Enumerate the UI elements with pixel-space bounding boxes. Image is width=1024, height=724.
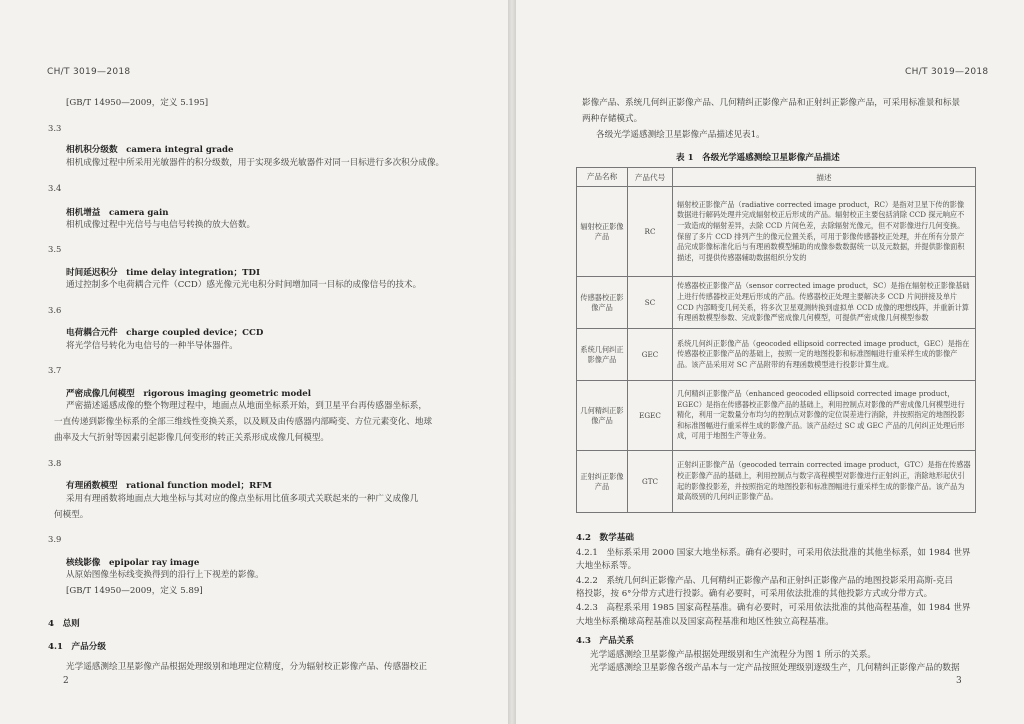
section-heading: 4.3 产品关系	[576, 636, 634, 646]
entry-definition: 曲率及大气折射等因素引起影像几何变形的转正关系形成成像几何模型。	[54, 433, 330, 443]
entry-number: 3.7	[48, 365, 62, 375]
product-name: 辐射校正影像产品	[577, 187, 628, 277]
product-name: 几何精纠正影像产品	[577, 381, 628, 451]
entry-definition: 将光学信号转化为电信号的一种半导体器件。	[66, 341, 238, 351]
entry-term: 有理函数模型 rational function model；RFM	[66, 481, 272, 491]
entry-definition: 一直传递到影像坐标系的全部三维线性变换关系，以及顾及由传感器内部畸变、方位元素变化、地球	[54, 417, 433, 427]
entry-term: 相机增益 camera gain	[66, 208, 169, 218]
product-description: 几何精纠正影像产品（enhanced geocoded ellipsoid corrected image product，EGEC）是指在传感器校正影像产品的基础上，利用控制点对影像的严密成像几何模型进行精化，利用一定数量分布均匀的控制点对影像的定位误差进行消除，并按照指定的地图投影和标准图幅进行重采样生成的影像产品。该产品经过 SC 或 GEC 产品的几何纠正处理后形成，可用于地图生产等业务。	[673, 381, 976, 451]
paragraph-line: 4.2.1 坐标系采用 2000 国家大地坐标系。确有必要时，可采用依法批准的其他坐标系，如 1984 世界	[576, 548, 971, 558]
paragraph-line: 大地坐标系椭球高程基准以及国家高程基准和地区性独立高程基准。	[576, 617, 834, 627]
entry-term: 核线影像 epipolar ray image	[66, 558, 200, 568]
paragraph-line: 光学遥感测绘卫星影像各级产品本与一定产品按照处理级别逐级生产，几何精纠正影像产品的数据	[590, 663, 960, 673]
entry-definition: 通过控制多个电荷耦合元件（CCD）感光像元光电积分时间增加同一目标的成像信号的技术。	[66, 280, 422, 290]
left-page-number: 2	[63, 676, 69, 686]
product-code: SC	[628, 277, 673, 329]
product-description: 正射纠正影像产品（geocoded terrain corrected image product，GTC）是指在传感器校正影像产品的基础上，利用控制点与数字高程模型对影像进行正射纠正，消除地形起伏引起的影像投影差，并按照指定的地图投影和标准图幅进行重采样生成的影像产品。该产品为最高级别的几何纠正影像产品。	[673, 451, 976, 513]
table-row	[577, 187, 976, 277]
table-row	[577, 277, 976, 329]
entry-definition: 采用有理函数将地面点大地坐标与其对应的像点坐标用比值多项式关联起来的一种广义成像几	[66, 494, 419, 504]
paragraph-line: 大地坐标系等。	[576, 561, 637, 571]
table-caption: 表 1 各级光学遥感测绘卫星影像产品描述	[676, 153, 840, 163]
paragraph-line: 光学遥感测绘卫星影像产品根据处理级别和地理定位精度，分为辐射校正影像产品、传感器校正	[66, 662, 427, 672]
paragraph-line: 各级光学遥感测绘卫星影像产品描述见表1。	[596, 130, 765, 140]
section-heading: 4 总则	[48, 619, 80, 629]
section-heading: 4.2 数学基础	[576, 533, 634, 543]
product-code: GEC	[628, 329, 673, 381]
entry-number: 3.8	[48, 458, 62, 468]
product-name: 系统几何纠正影像产品	[577, 329, 628, 381]
entry-term: 严密成像几何模型 rigorous imaging geometric model	[66, 389, 311, 399]
entry-term: 相机积分级数 camera integral grade	[66, 145, 234, 155]
right-page-number: 3	[956, 676, 962, 686]
entry-definition: 相机成像过程中光信号与电信号转换的放大倍数。	[66, 220, 256, 230]
product-code: EGEC	[628, 381, 673, 451]
left-page-header: CH/T 3019—2018	[47, 67, 131, 77]
product-description: 系统几何纠正影像产品（geocoded ellipsoid corrected image product，GEC）是指在传感器校正影像产品的基础上，按照一定的地图投影和标准图幅进行重采样生成的影像产品。该产品采用对 SC 产品附带的有理函数模型进行投影计算生成。	[673, 329, 976, 381]
entry-definition: 从原始图像坐标线变换得到的沿行上下视差的影像。	[66, 570, 264, 580]
entry-definition: 严密描述遥感成像的整个物理过程中，地面点从地面坐标系开始，到卫星平台再传感器坐标系，	[66, 401, 427, 411]
paragraph-line: 4.2.3 高程系采用 1985 国家高程基准。确有必要时，可采用依法批准的其他高程基准，如 1984 世界	[576, 603, 971, 613]
table-header-cell: 描述	[673, 168, 976, 187]
book-gutter	[508, 0, 516, 724]
table-header-cell: 产品名称	[577, 168, 628, 187]
entry-term: 电荷耦合元件 charge coupled device；CCD	[66, 328, 264, 338]
entry-number: 3.6	[48, 305, 62, 315]
paragraph-line: 4.2.2 系统几何纠正影像产品、几何精纠正影像产品和正射纠正影像产品的地图投影采用高斯-克吕	[576, 576, 954, 586]
paragraph-line: 影像产品、系统几何纠正影像产品、几何精纠正影像产品和正射纠正影像产品，可采用标准景和标景	[582, 98, 961, 108]
section-heading: 4.1 产品分级	[48, 642, 106, 652]
entry-number: 3.4	[48, 183, 62, 193]
table-header-row	[577, 168, 976, 187]
table-row	[577, 451, 976, 513]
paragraph-line: 光学遥感测绘卫星影像产品根据处理级别和生产流程分为图 1 所示的关系。	[590, 650, 876, 660]
left-page	[0, 0, 508, 724]
entry-number: 3.9	[48, 534, 62, 544]
entry-number: 3.5	[48, 244, 62, 254]
product-description: 传感器校正影像产品（sensor corrected image product，SC）是指在辐射校正影像基础上进行传感器校正处理后形成的产品。传感器校正处理主要解决多 CCD 片间拼接及单片 CCD 内部畸变几何关系，将多次卫星观测转换到虚拟单 CCD 成像的理想线阵，并重新计算有理函数模型参数、完成影像严密成像几何模型，可提供严密成像几何模型参数	[673, 277, 976, 329]
paragraph-line: 两种存储模式。	[582, 114, 643, 124]
table-row	[577, 381, 976, 451]
entry-definition: [GB/T 14950—2009，定义 5.89]	[66, 586, 203, 596]
table-row	[577, 329, 976, 381]
reference-note: [GB/T 14950—2009，定义 5.195]	[66, 98, 209, 108]
product-name: 正射纠正影像产品	[577, 451, 628, 513]
entry-definition: 何模型。	[54, 510, 89, 520]
products-table	[576, 167, 976, 513]
paragraph-line: 格投影，按 6°分带方式进行投影。确有必要时，可采用依法批准的其他投影方式或分带方式。	[576, 589, 933, 599]
entry-number: 3.3	[48, 123, 62, 133]
product-code: RC	[628, 187, 673, 277]
entry-term: 时间延迟积分 time delay integration；TDI	[66, 268, 260, 278]
entry-definition: 相机成像过程中所采用光敏器件的积分级数，用于实现多级光敏器件对同一目标进行多次积分成像。	[66, 158, 445, 168]
right-page	[516, 0, 1024, 724]
product-code: GTC	[628, 451, 673, 513]
right-page-header: CH/T 3019—2018	[905, 67, 989, 77]
product-name: 传感器校正影像产品	[577, 277, 628, 329]
product-description: 辐射校正影像产品（radiative corrected image product，RC）是指对卫星下传的影像数据进行解码处理并完成辐射校正后形成的产品。辐射校正主要包括消除 CCD 探元响应不一致造成的辐射差异，去除 CCD 片间色差，去除辐射光像元，但不对影像进行几何变换。保留了多片 CCD 排列产生的像元位置关系，可用于影像传感器校正处理，并在所有分景产品完成影像标准化后与有理函数模型辅助的成像参数数据统一以及元数据，并提供影像面积描述，可提供传感器辅助数据组织分发的	[673, 187, 976, 277]
table-header-cell: 产品代号	[628, 168, 673, 187]
